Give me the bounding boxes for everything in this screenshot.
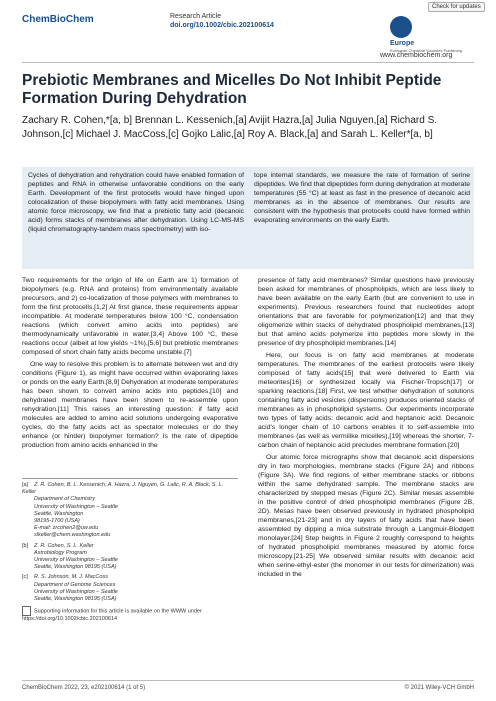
footer-copyright: © 2021 Wiley-VCH GmbH bbox=[404, 685, 474, 691]
email-line[interactable]: E-mail: zrcohen2@uw.edu bbox=[34, 525, 99, 532]
document-icon bbox=[22, 606, 31, 616]
author-list: Zachary R. Cohen,*[a, b] Brennan L. Kessenich,[a] Avijit Hazra,[a] Julia Nguyen,[a] Richard S. Johnson,[c] Michael J. MacCoss,[c] Gojko Lalic,[a] Roy A. Black,[a] and Sarah L. Keller*[a, b] bbox=[22, 115, 438, 140]
page-footer bbox=[22, 680, 474, 691]
abstract-right-column: tope internal standards, we measure the rate of formation of serine dipeptides. We find that dipeptides form during dehydration at moderate temperatures (55 °C) at least as fast in the presence of decanoic acid membranes as in the absence of membranes. Our results are consistent with the hypothesis that protocells could have formed within evaporating environments on the early Earth. bbox=[254, 172, 470, 224]
footnote-line: R. S. Johnson, M. J. MacCoss bbox=[34, 574, 108, 581]
footnote-line: Seattle, Washington bbox=[34, 510, 84, 517]
affiliation-footnotes bbox=[22, 478, 238, 623]
abstract-box bbox=[22, 167, 474, 269]
body-left-column bbox=[22, 276, 238, 453]
supporting-info-text[interactable]: Supporting information for this article is available on the WWW under https://doi.org/10.1002/cbic.202100614 bbox=[22, 608, 202, 623]
footnote-line: Astrobiology Program bbox=[34, 549, 87, 556]
chemistry-europe-logo-icon bbox=[390, 16, 412, 38]
body-paragraph: Our atomic force micrographs show that decanoic acid dispersions dry in two morphologies, membrane stacks (Figure 2A) and ribbons (Figure 3A). We find regions of either membrane stacks or ribbons within the same dehydrated sample. The membrane stacks are characterized by stepped mesas (Figure 2C). Similar mesas assemble in the positive control of dried phospholipid membranes (Figure 2B, 2D). Mesas have been observed previously in hydrated phospholipid membranes,[21-23] and in dry layers of fatty acids that have been assembled by dipping a mica substrate through a Langmuir-Blodgett monolayer.[24] Step heights in Figure 2 roughly correspond to heights of hydrated phospholipid membranes measured by atomic force microscopy.[21-25] We observed similar results with decanoic acid when serine-ethyl-ester (the monomer in our tests for dimerization) was included in the bbox=[258, 454, 474, 578]
body-paragraph: presence of fatty acid membranes? Similar questions have previously been asked for membranes of phospholipids, which are less likely to have been available on the early Earth (but are convenient to use in experiments). Previous researchers found that nucleotides adopt orientations that are favorable for polymerization[12] and that they oligomerize within stacks of dehydrated phospholipid membranes,[13] but that amino acids polymerize into peptides more slowly in the presence of dry phospholipid membranes.[14] bbox=[258, 277, 474, 347]
journal-name: ChemBioChem bbox=[22, 14, 94, 25]
footnote-label: [a] bbox=[22, 482, 29, 488]
footnote-line: University of Washington – Seattle bbox=[34, 503, 118, 510]
body-right-column bbox=[258, 276, 474, 582]
footnote-a bbox=[22, 482, 238, 540]
body-paragraph: Here, our focus is on fatty acid membranes at moderate temperatures. The membranes of the earliest protocells were likely composed of fatty acids[15] that were delivered to Earth via meteorites[16] or synthesized locally via Fischer-Tropsch[17] or sparking reactions.[18] First, we test whether dehydration of solutions containing fatty acid vesicles (dispersions) produces oriented stacks of membranes as in phospholipid systems. Our experiments incorporate two types of fatty acids: decanoic acid and heptanoic acid. Decanoic acid's longer chain of 10 carbons enables it to self-assemble into membranes (as well as vermilike micelles),[19] whereas the shorter, 7-carbon chain of heptanoic acid precludes membrane formation.[20] bbox=[258, 352, 474, 449]
article-header-info bbox=[170, 12, 274, 30]
footnote-line: 98195-1700 (USA) bbox=[34, 518, 80, 525]
header-divider bbox=[22, 62, 474, 63]
check-updates-button[interactable]: Check for updates bbox=[428, 2, 485, 12]
body-paragraph: One way to resolve this problem is to alternate between wet and dry conditions (Figure 1), as might have occurred within evaporating lakes or ponds on the early Earth.[8,9] Dehydration at moderate temperatures has been shown to convert amino acids into peptides,[10] and dehydrated membranes have been shown to re-assemble upon rehydration.[11] This raises an interesting question: if fatty acid molecules are added to amino acid solutions undergoing evaporative cycles, do the fatty acids act as spectator molecules or do they enhance (or hinder) biopolymer formation? Is the rate of dipeptide production from amino acids enhanced in the bbox=[22, 361, 238, 449]
publisher-logo bbox=[390, 16, 475, 56]
journal-website-link[interactable]: www.chembiochem.org bbox=[380, 52, 453, 59]
footnote-label: [b] bbox=[22, 542, 29, 549]
footnote-line: Department of Chemistry bbox=[34, 496, 96, 503]
article-type: Research Article bbox=[170, 13, 221, 20]
footnote-line: Z. R. Cohen, S. L. Keller bbox=[34, 542, 94, 549]
doi-link[interactable]: doi.org/10.1002/cbic.202100614 bbox=[170, 22, 274, 29]
body-paragraph: Two requirements for the origin of life on Earth are 1) formation of biopolymers (e.g. RNA and proteins) from environmentally available precursors, and 2) co-localization of those polymers with membranes to form the first protocells.[1,2] At first glance, these requirements appear incompatible. At moderate temperatures below 100 °C, condensation reactions (which convert amino acids into peptides) are thermodynamically unfavorable in water.[3,4] Above 100 °C, these reactions occur (albeit at low yields ~1%),[5,6] but prebiotic membranes composed of short chain fatty acids become unstable.[7] bbox=[22, 277, 238, 356]
footnote-line: Seattle, Washington 98195 (USA) bbox=[34, 564, 117, 571]
footnote-line: Department of Genome Sciences bbox=[34, 581, 116, 588]
footnote-line: Z. R. Cohen, B. L. Kessenich, A. Hazra, J. Nguyen, G. Lalic, R. A. Black, S. L. Keller bbox=[22, 482, 224, 496]
footer-citation: ChemBioChem 2022, 23, e202100614 (1 of 5) bbox=[22, 685, 146, 691]
article-title: Prebiotic Membranes and Micelles Do Not Inhibit Peptide Formation During Dehydration bbox=[22, 72, 442, 107]
footnote-label: [c] bbox=[22, 574, 28, 581]
footnote-c bbox=[22, 574, 238, 603]
supporting-info-note bbox=[22, 606, 238, 623]
email-line[interactable]: slkeller@chem.washington.edu bbox=[34, 532, 111, 539]
footnote-line: Seattle, Washington 98195 (USA) bbox=[34, 596, 117, 603]
footnote-line: University of Washington – Seattle bbox=[34, 588, 118, 595]
publisher-name: Europe bbox=[390, 40, 415, 48]
footnote-b bbox=[22, 543, 238, 572]
publisher-subtitle: European Chemical Societies Publishing bbox=[390, 48, 463, 54]
abstract-left-column: Cycles of dehydration and rehydration could have enabled formation of peptides and RNA in otherwise unfavorable conditions on the early Earth. Development of the first protocells would have hinged upon colocalization of these biopolymers with fatty acid membranes. Using atomic force microscopy, we find that a prebiotic fatty acid (decanoic acid) forms stacks of membranes after dehydration. Using LC-MS-MS (liquid chromatography-tandem mass spectrometry) with iso- bbox=[28, 172, 244, 233]
footnote-line: University of Washington – Seattle bbox=[34, 557, 118, 564]
